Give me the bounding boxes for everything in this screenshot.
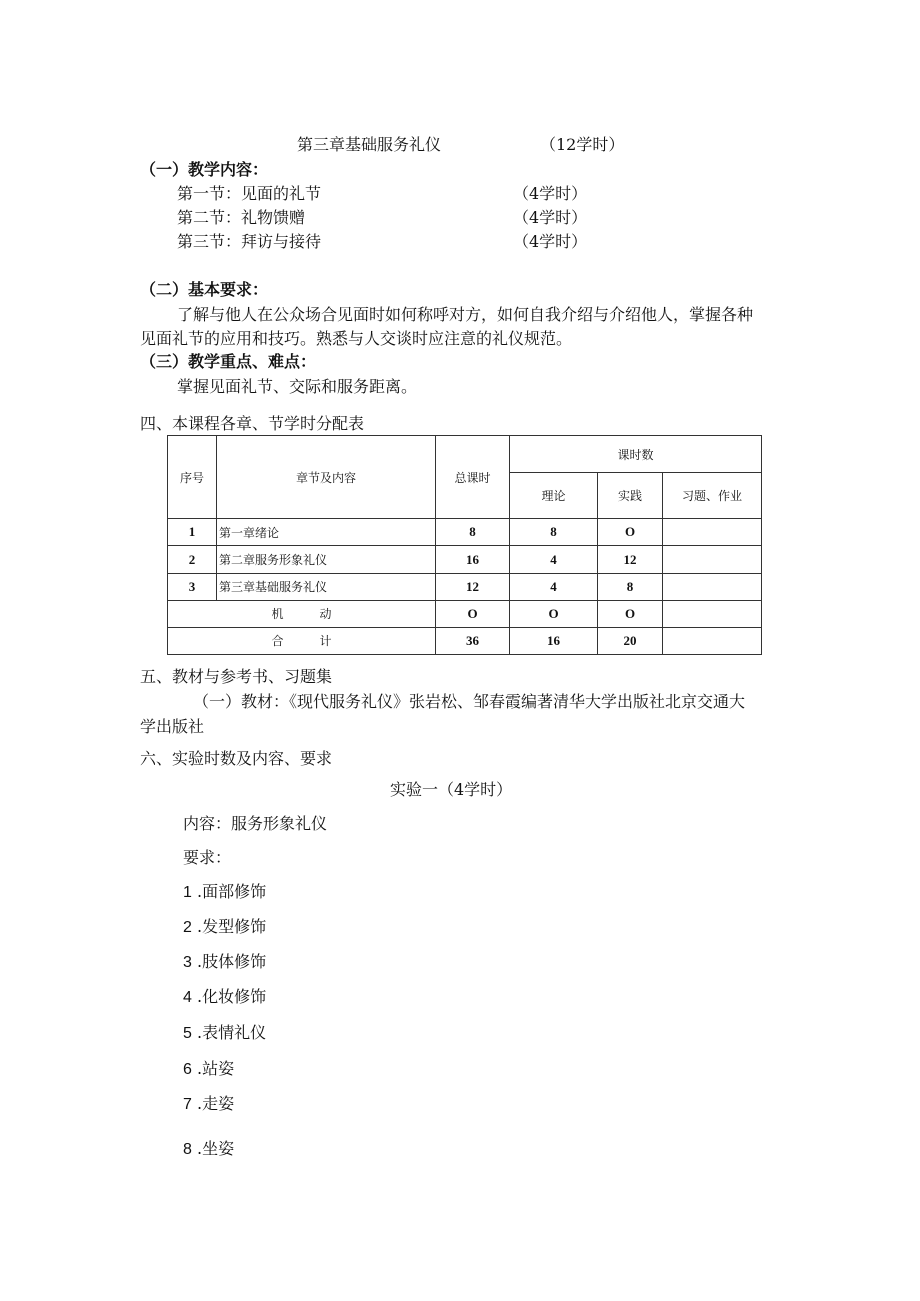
textbooks-line-1: （一）教材：《现代服务礼仪》张岩松、邹春霞编著清华大学出版社北京交通大 — [193, 692, 746, 711]
row-2-exercise — [663, 546, 762, 573]
item-6-text: .站姿 — [197, 1059, 235, 1078]
item-2-text: .发型修饰 — [197, 917, 267, 936]
row-1-exercise — [663, 519, 762, 546]
item-8-num: 8 — [183, 1141, 192, 1158]
row-1-theory: 8 — [510, 519, 598, 546]
list-item — [183, 1059, 234, 1080]
flex-label-cell — [168, 600, 436, 627]
row-1-chapter: 第一章绪论 — [217, 519, 436, 546]
sum-total: 36 — [436, 627, 510, 654]
textbooks-line-2: 学出版社 — [140, 717, 205, 736]
experiment-content: 内容：服务形象礼仪 — [183, 814, 328, 833]
requirements-line-2: 见面礼节的应用和技巧。熟悉与人交谈时应注意的礼仪规范。 — [140, 329, 573, 348]
row-3-practice: 8 — [598, 573, 663, 600]
row-2-no: 2 — [168, 546, 217, 573]
flex-label: 机动 — [271, 607, 368, 622]
sum-exercise — [663, 627, 762, 654]
section-3-label: 第三节：拜访与接待 — [177, 232, 322, 251]
item-4-num: 4 — [183, 989, 192, 1006]
row-1-practice: O — [598, 519, 663, 546]
row-2-theory: 4 — [510, 546, 598, 573]
header-exercise: 习题、作业 — [663, 473, 762, 519]
header-theory: 理论 — [510, 473, 598, 519]
list-item — [183, 952, 266, 973]
row-2-chapter: 第二章服务形象礼仪 — [217, 546, 436, 573]
item-6-num: 6 — [183, 1061, 192, 1078]
sum-practice: 20 — [598, 627, 663, 654]
item-5-text: .表情礼仪 — [197, 1023, 267, 1042]
list-item — [183, 917, 266, 938]
row-2-total: 16 — [436, 546, 510, 573]
section-1-label: 第一节：见面的礼节 — [177, 184, 322, 203]
sum-theory: 16 — [510, 627, 598, 654]
header-no: 序号 — [168, 436, 217, 519]
row-3-theory: 4 — [510, 573, 598, 600]
list-item — [183, 987, 266, 1008]
section-2-label: 第二节：礼物馈赠 — [177, 208, 306, 227]
flex-exercise — [663, 600, 762, 627]
experiment-requirements-label: 要求： — [183, 848, 232, 867]
flex-total: O — [436, 600, 510, 627]
row-1-total: 8 — [436, 519, 510, 546]
table-heading: 四、本课程各章、节学时分配表 — [140, 414, 365, 433]
row-3-exercise — [663, 573, 762, 600]
list-item — [183, 882, 266, 903]
item-1-text: .面部修饰 — [197, 882, 267, 901]
section-2-hours: （4学时） — [513, 208, 588, 227]
section-3-hours: （4学时） — [513, 232, 588, 251]
item-7-text: .走姿 — [197, 1094, 235, 1113]
item-3-num: 3 — [183, 954, 192, 971]
table-row — [168, 546, 762, 573]
row-1-no: 1 — [168, 519, 217, 546]
section-1-hours: （4学时） — [513, 184, 588, 203]
sum-label-cell — [168, 627, 436, 654]
header-total: 总课时 — [436, 436, 510, 519]
row-3-no: 3 — [168, 573, 217, 600]
requirements-heading: （二）基本要求： — [140, 280, 269, 299]
item-1-num: 1 — [183, 884, 192, 901]
header-practice: 实践 — [598, 473, 663, 519]
row-2-practice: 12 — [598, 546, 663, 573]
flex-practice: O — [598, 600, 663, 627]
header-hours-group: 课时数 — [510, 436, 762, 473]
content-heading: （一）教学内容： — [140, 160, 269, 179]
item-8-text: .坐姿 — [197, 1139, 235, 1158]
flex-theory: O — [510, 600, 598, 627]
item-2-num: 2 — [183, 919, 192, 936]
item-3-text: .肢体修饰 — [197, 952, 267, 971]
hours-allocation-table — [167, 435, 762, 655]
list-item — [183, 1094, 234, 1115]
row-3-chapter: 第三章基础服务礼仪 — [217, 573, 436, 600]
key-points-text: 掌握见面礼节、交际和服务距离。 — [177, 377, 418, 396]
item-4-text: .化妆修饰 — [197, 987, 267, 1006]
list-item — [183, 1023, 266, 1044]
experiments-heading: 六、实验时数及内容、要求 — [140, 749, 333, 768]
chapter-hours: （12学时） — [540, 135, 625, 154]
key-points-heading: （三）教学重点、难点： — [140, 352, 317, 371]
sum-row — [168, 627, 762, 654]
textbooks-heading: 五、教材与参考书、习题集 — [140, 667, 333, 686]
row-3-total: 12 — [436, 573, 510, 600]
header-chapter: 章节及内容 — [217, 436, 436, 519]
sum-label: 合计 — [271, 634, 368, 649]
chapter-title: 第三章基础服务礼仪 — [297, 135, 442, 154]
experiment-title: 实验一（4学时） — [390, 780, 513, 799]
item-7-num: 7 — [183, 1096, 192, 1113]
requirements-line-1: 了解与他人在公众场合见面时如何称呼对方，如何自我介绍与介绍他人，掌握各种 — [177, 305, 754, 324]
table-row — [168, 573, 762, 600]
table-row — [168, 519, 762, 546]
table-header-row — [168, 436, 762, 473]
flex-row — [168, 600, 762, 627]
list-item — [183, 1139, 234, 1160]
item-5-num: 5 — [183, 1025, 192, 1042]
